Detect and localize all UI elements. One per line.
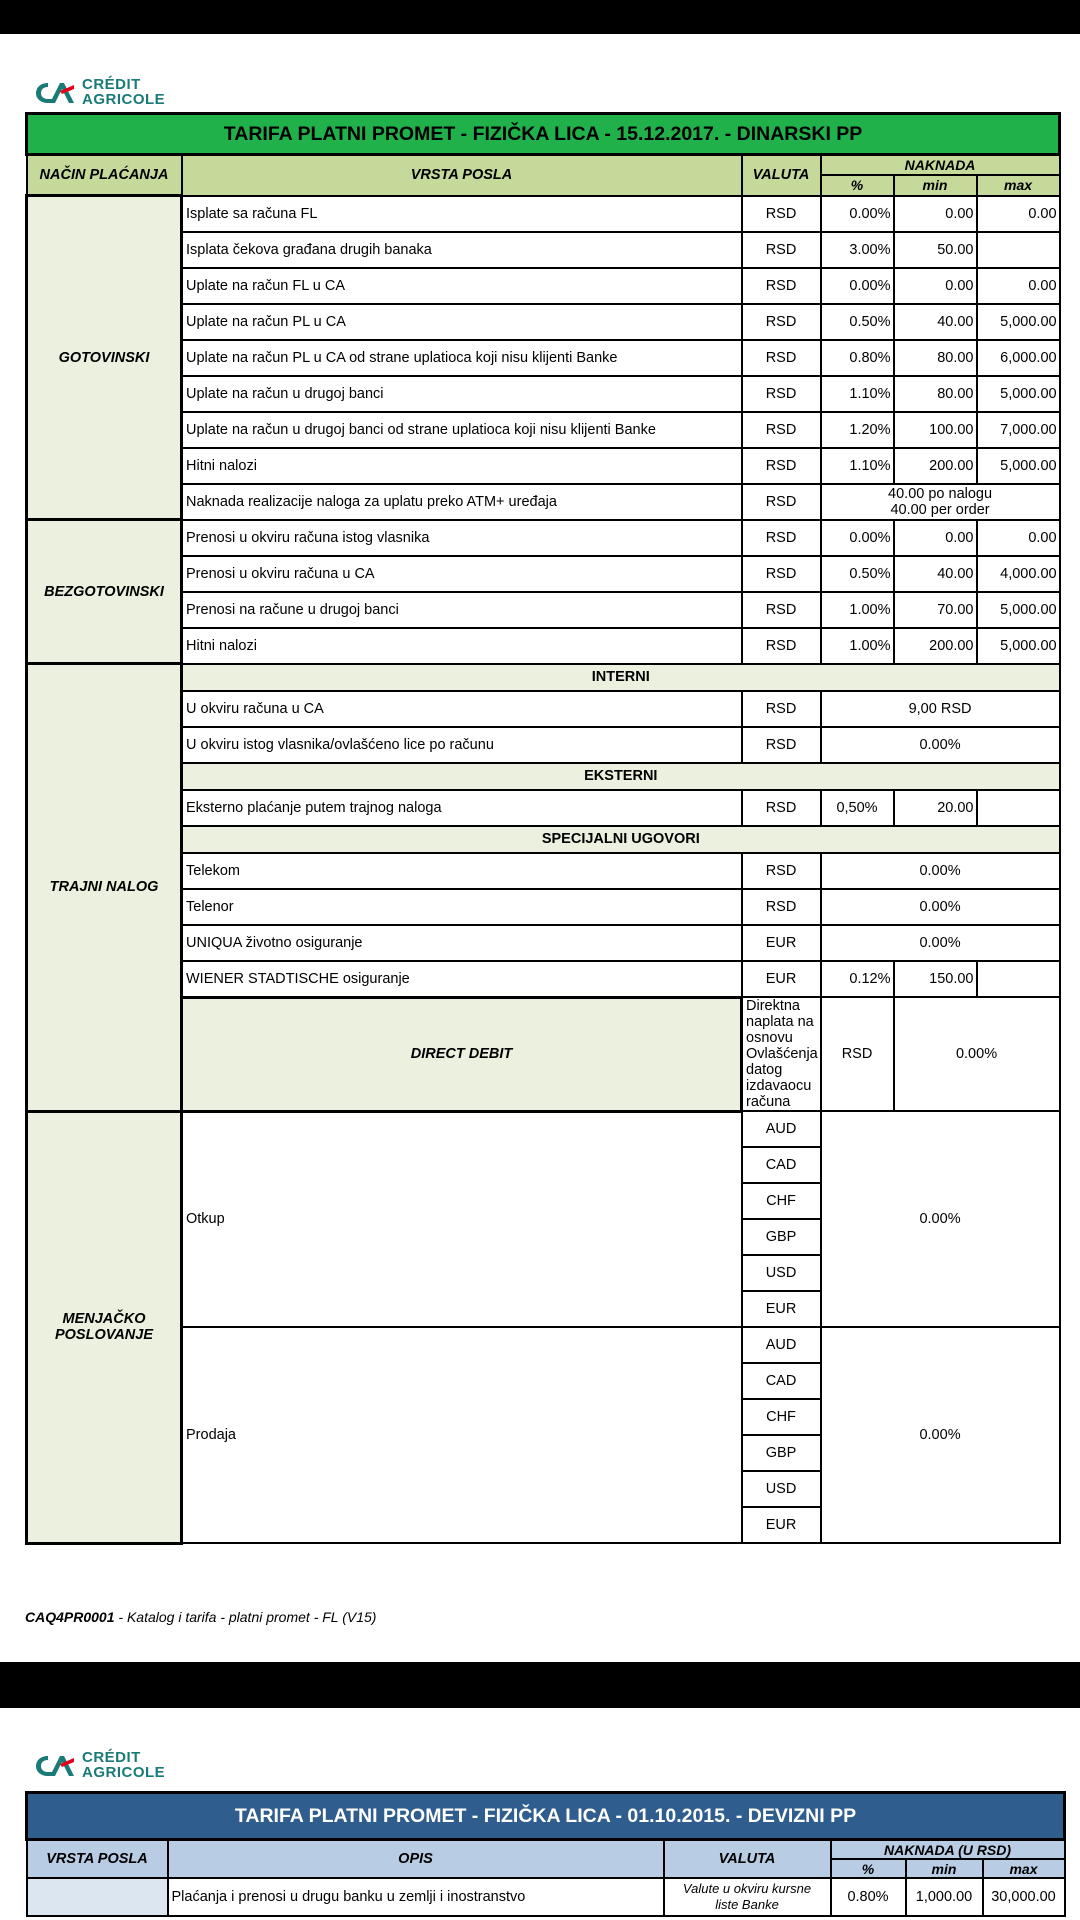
document-footer	[25, 1609, 376, 1625]
header-naknada: NAKNADA	[821, 155, 1060, 176]
row-desc: WIENER STADTISCHE osiguranje	[182, 961, 742, 998]
credit-agricole-logo-2	[34, 1750, 204, 1784]
row-desc-otkup: Otkup	[182, 1111, 742, 1327]
header-pct-2: %	[831, 1859, 906, 1878]
row-max: 5,000.00	[977, 592, 1060, 628]
row-min: 70.00	[894, 592, 977, 628]
prodaja-fee: 0.00%	[821, 1327, 1060, 1543]
row-pct: 0.50%	[821, 556, 894, 592]
row-currency: RSD	[742, 340, 821, 376]
row-currency: RSD	[742, 691, 821, 727]
row-desc: Uplate na račun u drugoj banci	[182, 376, 742, 412]
row-desc: Prenosi u okviru računa u CA	[182, 556, 742, 592]
otkup-fee: 0.00%	[821, 1111, 1060, 1327]
header-pct: %	[821, 175, 894, 195]
row-desc: Telenor	[182, 889, 742, 925]
row-currency: GBP	[742, 1435, 821, 1471]
top-black-bar	[0, 0, 1080, 34]
row-desc: Uplate na račun FL u CA	[182, 268, 742, 304]
row-pct: 0.00%	[821, 520, 894, 556]
row-desc: Hitni nalozi	[182, 448, 742, 484]
section-interni: INTERNI	[182, 664, 1060, 691]
page-separator-bar	[0, 1662, 1080, 1708]
row-desc: Uplate na račun PL u CA	[182, 304, 742, 340]
row-desc: Plaćanja i prenosi u drugu banku u zemlji i inostranstvo	[168, 1878, 664, 1916]
row-currency: RSD	[821, 997, 894, 1111]
row-desc: Isplata čekova građana drugih banaka	[182, 232, 742, 268]
row-currency: RSD	[742, 889, 821, 925]
row-currency: CHF	[742, 1183, 821, 1219]
row-desc: Isplate sa računa FL	[182, 196, 742, 232]
row-currency: RSD	[742, 592, 821, 628]
row-desc: UNIQUA životno osiguranje	[182, 925, 742, 961]
row-max: 4,000.00	[977, 556, 1060, 592]
category-trajni-nalog: TRAJNI NALOG	[27, 664, 182, 1112]
row-max: 30,000.00	[983, 1878, 1065, 1916]
row-pct: 3.00%	[821, 232, 894, 268]
row-currency: RSD	[742, 376, 821, 412]
row-pct: 1.10%	[821, 376, 894, 412]
credit-agricole-logo-icon	[34, 1752, 76, 1780]
row-desc: Uplate na račun PL u CA od strane uplatioca koji nisu klijenti Banke	[182, 340, 742, 376]
row-max: 5,000.00	[977, 628, 1060, 664]
row-pct: 0.00%	[821, 196, 894, 232]
header-min-2: min	[906, 1859, 983, 1878]
row-currency: RSD	[742, 556, 821, 592]
row-min: 200.00	[894, 448, 977, 484]
row-currency: EUR	[742, 925, 821, 961]
header-vrsta-2: VRSTA POSLA	[27, 1840, 168, 1879]
row-currency: USD	[742, 1471, 821, 1507]
row-min: 80.00	[894, 340, 977, 376]
row-currency: RSD	[742, 412, 821, 448]
row-fee: 0.00%	[821, 727, 1060, 763]
row-currency: CAD	[742, 1147, 821, 1183]
row-max: 5,000.00	[977, 304, 1060, 340]
row-currency: EUR	[742, 1507, 821, 1543]
category-menjacko-line2: POSLOVANJE	[54, 1327, 154, 1343]
header-vrsta: VRSTA POSLA	[182, 155, 742, 196]
row-pct: 1.10%	[821, 448, 894, 484]
credit-agricole-logo	[34, 77, 204, 111]
row-pct: 1.20%	[821, 412, 894, 448]
atm-fee-line2: 40.00 per order	[890, 501, 990, 518]
logo-text-line2: AGRICOLE	[82, 1764, 166, 1781]
row-pct: 0.00%	[821, 268, 894, 304]
row-max: 5,000.00	[977, 448, 1060, 484]
tariff-table-dinarski	[25, 112, 1061, 1545]
row-max: 7,000.00	[977, 412, 1060, 448]
row-currency: RSD	[742, 232, 821, 268]
row-currency: EUR	[742, 1291, 821, 1327]
row-min: 80.00	[894, 376, 977, 412]
tariff-table-devizni	[25, 1791, 1066, 1917]
row-currency: RSD	[742, 484, 821, 520]
header-max: max	[977, 175, 1060, 195]
row-fee: 0.00%	[821, 889, 1060, 925]
row-pct: 0.50%	[821, 304, 894, 340]
header-valuta-2: VALUTA	[664, 1840, 831, 1879]
row-min: 1,000.00	[906, 1878, 983, 1916]
row-fee: 0.00%	[894, 997, 1060, 1111]
footer-code: CAQ4PR0001	[25, 1609, 115, 1625]
logo-text-line2: AGRICOLE	[82, 91, 166, 108]
section-eksterni: EKSTERNI	[182, 763, 1060, 790]
row-currency: RSD	[742, 196, 821, 232]
row-currency: RSD	[742, 727, 821, 763]
row-max	[977, 232, 1060, 268]
row-max: 5,000.00	[977, 376, 1060, 412]
row-currency: RSD	[742, 520, 821, 556]
row-currency: RSD	[742, 448, 821, 484]
row-max: 6,000.00	[977, 340, 1060, 376]
row-desc: Telekom	[182, 853, 742, 889]
row-currency	[664, 1878, 831, 1916]
row-min: 200.00	[894, 628, 977, 664]
section-specijalni-ugovori: SPECIJALNI UGOVORI	[182, 826, 1060, 853]
row-pct: 0.80%	[831, 1878, 906, 1916]
row-currency: USD	[742, 1255, 821, 1291]
row-max	[977, 961, 1060, 998]
row-currency-line1: Valute u okviru kursne	[682, 1881, 812, 1896]
table-title-2: TARIFA PLATNI PROMET - FIZIČKA LICA - 01.10.2015. - DEVIZNI PP	[27, 1793, 1065, 1840]
atm-fee	[821, 484, 1060, 520]
header-valuta: VALUTA	[742, 155, 821, 196]
row-min: 100.00	[894, 412, 977, 448]
row-min: 20.00	[894, 790, 977, 826]
row-currency: GBP	[742, 1219, 821, 1255]
row-pct: 0,50%	[821, 790, 894, 826]
row-pct: 0.12%	[821, 961, 894, 998]
category-gotovinski: GOTOVINSKI	[27, 196, 182, 520]
header-nacin: NAČIN PLAĆANJA	[27, 155, 182, 196]
row-min: 150.00	[894, 961, 977, 998]
category-menjacko-poslovanje	[27, 1111, 182, 1543]
row-currency: RSD	[742, 304, 821, 340]
logo-text-line1: CRÉDIT	[82, 1749, 141, 1766]
row-currency: CHF	[742, 1399, 821, 1435]
row-currency-line2: liste Banke	[715, 1897, 779, 1912]
row-max	[977, 790, 1060, 826]
row-max: 0.00	[977, 268, 1060, 304]
row-currency: AUD	[742, 1111, 821, 1147]
row-fee: 0.00%	[821, 853, 1060, 889]
row-min: 50.00	[894, 232, 977, 268]
header-min: min	[894, 175, 977, 195]
row-pct: 1.00%	[821, 628, 894, 664]
row-desc: Hitni nalozi	[182, 628, 742, 664]
logo-text	[82, 77, 165, 107]
atm-fee-line1: 40.00 po nalogu	[888, 485, 993, 502]
row-desc: Direktna naplata na osnovu Ovlašćenja datog izdavaocu računa	[742, 997, 821, 1111]
header-max-2: max	[983, 1859, 1065, 1878]
row-desc-prodaja: Prodaja	[182, 1327, 742, 1543]
row-pct: 1.00%	[821, 592, 894, 628]
row-desc: Naknada realizacije naloga za uplatu preko ATM+ uređaja	[182, 484, 742, 520]
table-title: TARIFA PLATNI PROMET - FIZIČKA LICA - 15.12.2017. - DINARSKI PP	[27, 114, 1060, 155]
row-min: 40.00	[894, 556, 977, 592]
logo-text-line1: CRÉDIT	[82, 76, 141, 93]
row-desc: Uplate na račun u drugoj banci od strane uplatioca koji nisu klijenti Banke	[182, 412, 742, 448]
row-currency: RSD	[742, 853, 821, 889]
row-fee: 9,00 RSD	[821, 691, 1060, 727]
row-currency: RSD	[742, 628, 821, 664]
row-pct: 0.80%	[821, 340, 894, 376]
row-min: 0.00	[894, 196, 977, 232]
logo-text	[82, 1750, 165, 1780]
row-max: 0.00	[977, 520, 1060, 556]
row-fee: 0.00%	[821, 925, 1060, 961]
footer-text: - Katalog i tarifa - platni promet - FL (V15)	[114, 1609, 377, 1625]
credit-agricole-logo-icon	[34, 79, 76, 107]
category-bezgotovinski: BEZGOTOVINSKI	[27, 520, 182, 664]
row-currency: RSD	[742, 268, 821, 304]
row-currency: AUD	[742, 1327, 821, 1363]
header-opis: OPIS	[168, 1840, 664, 1879]
row-currency: EUR	[742, 961, 821, 998]
row-desc: Prenosi u okviru računa istog vlasnika	[182, 520, 742, 556]
category-cell-2	[27, 1878, 168, 1916]
header-naknada-2: NAKNADA (U RSD)	[831, 1840, 1065, 1860]
row-min: 0.00	[894, 268, 977, 304]
row-desc: U okviru istog vlasnika/ovlašćeno lice po računu	[182, 727, 742, 763]
category-direct-debit: DIRECT DEBIT	[182, 997, 742, 1111]
row-currency: CAD	[742, 1363, 821, 1399]
row-min: 40.00	[894, 304, 977, 340]
category-menjacko-line1: MENJAČKO	[62, 1311, 146, 1327]
row-max: 0.00	[977, 196, 1060, 232]
row-desc: U okviru računa u CA	[182, 691, 742, 727]
row-desc: Prenosi na račune u drugoj banci	[182, 592, 742, 628]
row-desc: Eksterno plaćanje putem trajnog naloga	[182, 790, 742, 826]
row-currency: RSD	[742, 790, 821, 826]
row-min: 0.00	[894, 520, 977, 556]
